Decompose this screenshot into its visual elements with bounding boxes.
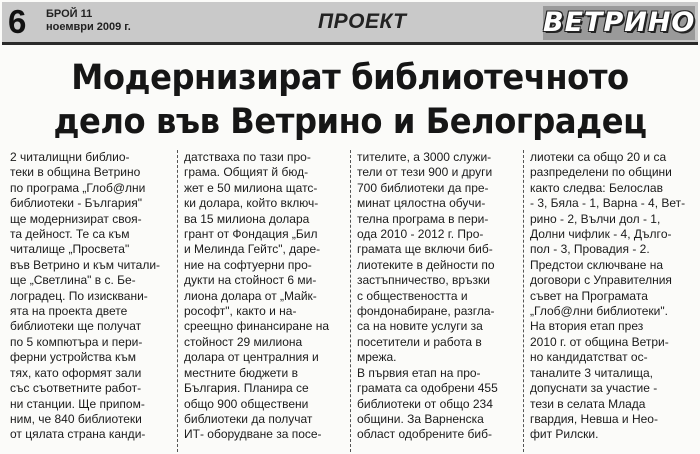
article-text-line: ще модернизират своя- <box>10 211 142 226</box>
article-text-line: библиотеки ще получат <box>10 319 142 334</box>
article-text-line: във Ветрино и към читали- <box>10 257 161 272</box>
article-text-line: с обществеността и <box>357 288 468 303</box>
article-text-line: минат цялостна обучи- <box>357 196 486 211</box>
article-text-line: фит Рилски. <box>530 427 599 442</box>
article-text-line: от цялата страна канди- <box>10 427 146 442</box>
article-text-line: таналите 3 читалища, <box>530 365 653 380</box>
article-text-line: грама. Общият й бюд- <box>184 165 309 180</box>
headline <box>28 56 672 144</box>
article-text-line: и Мелинда Гейтс", даре- <box>184 242 321 257</box>
article-text-line: по програма „Глоб@лни <box>10 180 146 195</box>
article-text-line: договори с Управителния <box>530 273 672 288</box>
article-text-line: „Глоб@лни библиотеки". <box>530 304 668 319</box>
article-text-line: ще „Светлина" в с. Бе- <box>10 273 136 288</box>
article-text-line: местните бюджети в <box>184 365 298 380</box>
masthead-box <box>543 6 695 40</box>
article-text-line: съвет на Програмата <box>530 288 648 303</box>
article-text-line: рософт", както и на- <box>184 304 297 319</box>
article-text-line: телна програма в пери- <box>357 211 489 226</box>
article-text-line: стойност 29 милиона <box>184 334 303 349</box>
article-text-line: със съответните работ- <box>10 381 142 396</box>
article-text-line: ферни устройства към <box>10 350 137 365</box>
article-column-4 <box>523 150 696 452</box>
article-text-line: ним, че 840 библиотеки <box>10 411 142 426</box>
article-text-line: та дейност. Те са към <box>10 227 130 242</box>
article-text-line: 700 библиотеки да пре- <box>357 180 489 195</box>
article-text-line: област одобрените биб- <box>357 427 492 442</box>
article-text-line: пол - 3, Провадия - 2. <box>530 242 650 257</box>
article-text-line: библиотеки да получат <box>184 411 313 426</box>
article-text-line: библиотеки от общо 234 <box>357 396 493 411</box>
page-header <box>2 2 698 45</box>
article-text-line: ИТ- оборудване за посе- <box>184 427 322 442</box>
article-text-line: 2010 г. от община Ветри- <box>530 334 669 349</box>
article-text-line: ние на софтуерни про- <box>184 257 312 272</box>
article-text-line: долара от централния и <box>184 350 319 365</box>
article-text-line: общо 900 обществени <box>184 396 309 411</box>
article-text-line: тези в селата Млада <box>530 396 646 411</box>
issue-date: ноември 2009 г. <box>46 21 131 33</box>
article-text-line: посетители и работа в <box>357 334 482 349</box>
article-text-line: гвардия, Невша и Нео- <box>530 411 658 426</box>
article-text-line: лоградец. По изисквани- <box>10 288 148 303</box>
article-text-line: по 5 компютъра и пери- <box>10 334 143 349</box>
article-text-line: допуснати за участие - <box>530 381 658 396</box>
article-text-line: На втория етап през <box>530 319 644 334</box>
article-text-line: но кандидатстват ос- <box>530 350 648 365</box>
article-text-line: са на новите услуги за <box>357 319 483 334</box>
article-text-line: рино - 2, Вълчи дол - 1, <box>530 211 661 226</box>
article-column-3 <box>350 150 523 452</box>
article-text-line: ки долара, който включ- <box>184 196 319 211</box>
article-text-line: тителите, а 3000 служи- <box>357 150 492 164</box>
article-text-line: лиотеките в дейности по <box>357 257 495 272</box>
article-text-line: ва 15 милиона долара <box>184 211 310 226</box>
article-text-line: фондонабиране, разгла- <box>357 304 495 319</box>
article-text-line: застъпничество, връзки <box>357 273 491 288</box>
article-text-line: дукти на стойност 6 ми- <box>184 273 317 288</box>
article-text-line: лиона долара от „Майк- <box>184 288 317 303</box>
article-text-line: среещно финансиране на <box>184 319 330 334</box>
article-text-line: - 3, Бяла - 1, Варна - 4, Вет- <box>530 196 686 211</box>
headline-line-1: Модернизират библиотечното <box>71 58 629 98</box>
masthead: ВЕТРИНО <box>543 7 696 38</box>
article-text-line: мрежа. <box>357 350 397 365</box>
article-text-line: датстваха по тази про- <box>184 150 311 164</box>
article-text-line: грамата ще включи биб- <box>357 242 493 257</box>
section-label: ПРОЕКТ <box>318 10 407 33</box>
article-column-2 <box>177 150 350 452</box>
article-text-line: лиотеки са общо 20 и са <box>530 150 667 164</box>
article-text-line: грант от Фондация „Бил <box>184 227 318 242</box>
page-number: 6 <box>8 3 27 40</box>
article-text-line: тели от тези 900 и други <box>357 165 493 180</box>
article-text-line: разпределени по общини <box>530 165 672 180</box>
article-text-line: жет е 50 милиона щатс- <box>184 180 318 195</box>
article-text-line: Предстои сключване на <box>530 257 664 272</box>
article-text-line: библиотеки - България" <box>10 196 142 211</box>
article-text-line: тях, като оформят зали <box>10 365 142 380</box>
issue-info <box>46 8 131 34</box>
article-text-line: България. Планира се <box>184 381 309 396</box>
article-text-line: В първия етап на про- <box>357 365 481 380</box>
article-text-line: теки в община Ветрино <box>10 165 141 180</box>
article-text-line: общини. За Варненска <box>357 411 484 426</box>
article-text-line: Долни чифлик - 4, Дългo- <box>530 227 672 242</box>
article-text-line: ята на проекта двете <box>10 304 128 319</box>
article-column-1 <box>4 150 177 452</box>
article-text-line: грамата са одобрени 455 <box>357 381 498 396</box>
article-text-line: ода 2010 - 2012 г. Про- <box>357 227 484 242</box>
article-text-line: както следва: Белослав <box>530 180 663 195</box>
article-text-line: 2 читалищни библио- <box>10 150 130 164</box>
headline-line-2: дело във Ветрино и Белоградец <box>53 102 647 142</box>
article-columns <box>4 150 696 452</box>
article-text-line: ни станции. Ще припом- <box>10 396 145 411</box>
article-text-line: читалище „Просвета" <box>10 242 130 257</box>
issue-number: БРОЙ 11 <box>46 8 93 20</box>
